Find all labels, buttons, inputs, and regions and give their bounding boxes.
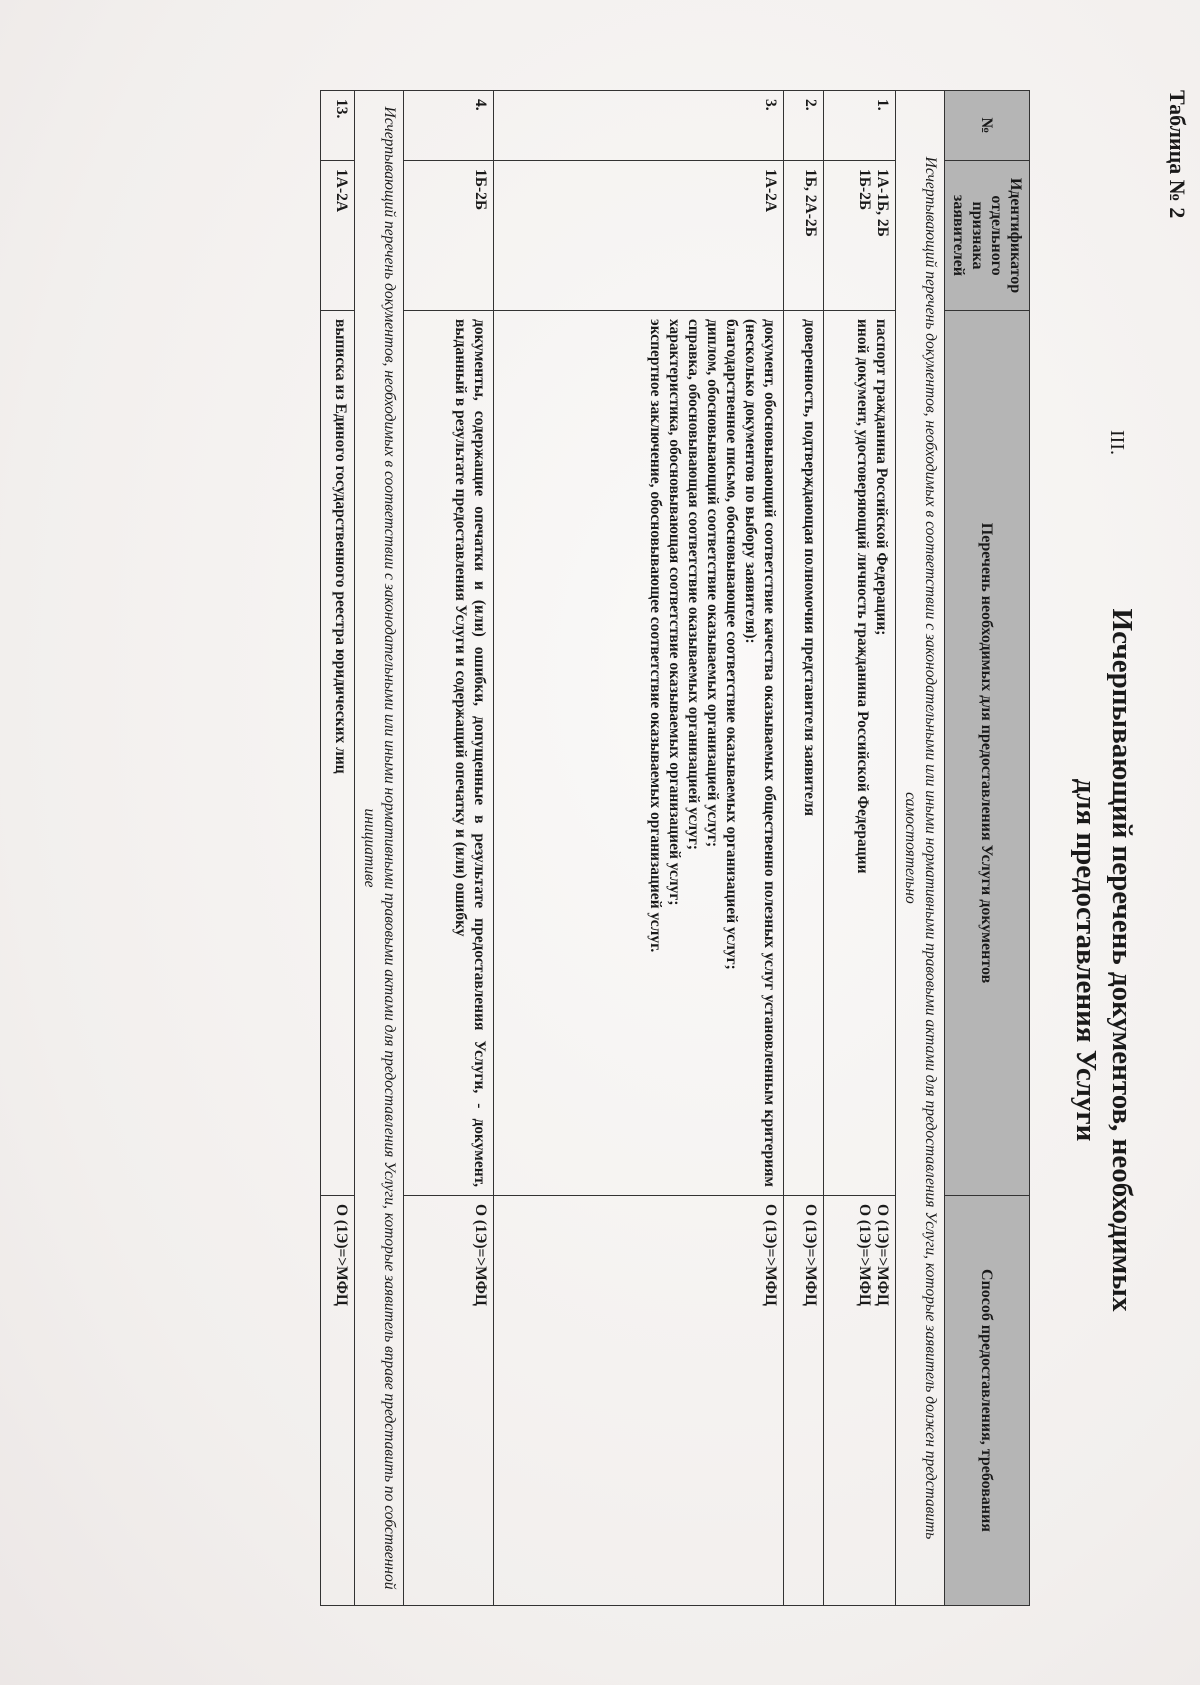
row-documents-line: характеристика, обосновывающая соответствие оказываемых организацией услуг;: [666, 319, 683, 906]
note-required: Исчерпывающий перечень документов, необходимых в соответствии с законодательными или иными нормативными правовыми актами для предоставления Услуги, которые заявитель должен представить самостоятельно: [896, 91, 945, 1606]
row-documents: [321, 311, 355, 1196]
section-title-line-2: для предоставления Услуги: [1070, 778, 1102, 1142]
row-method-line: О (1Э)=>МФЦ: [874, 1204, 891, 1306]
section-title: [1068, 410, 1140, 1510]
table-row: [404, 91, 494, 1606]
row-identifier: [824, 161, 896, 311]
row-documents: [824, 311, 896, 1196]
row-method-line: О (1Э)=>МФЦ: [333, 1204, 350, 1306]
row-documents-line: выписка из Единого государственного реестра юридических лиц: [332, 319, 349, 774]
row-documents-line: экспертное заключение, обосновывающее соответствие оказываемых организацией услуг.: [647, 319, 664, 953]
table-header-row: [945, 91, 1030, 1606]
row-number: 2.: [784, 91, 824, 161]
row-method: [404, 1196, 494, 1606]
documents-table: [320, 90, 1030, 1606]
table-row: [321, 91, 355, 1606]
section-number: III.: [1106, 430, 1128, 455]
row-method: [494, 1196, 784, 1606]
row-identifier-line: 1Б-2Б: [472, 169, 489, 211]
header-method: Способ предоставления, требования: [945, 1196, 1030, 1606]
row-documents-line: диплом, обосновывающий соответствие оказываемых организацией услуг;: [704, 319, 721, 848]
row-number: 3.: [494, 91, 784, 161]
note-required-row: [896, 91, 945, 1606]
row-identifier-line: 1А-2А: [762, 169, 779, 213]
row-method-line: О (1Э)=>МФЦ: [802, 1204, 819, 1306]
row-documents: [784, 311, 824, 1196]
header-documents: Перечень необходимых для предоставления Услуги документов: [945, 311, 1030, 1196]
row-identifier-line: 1А-2А: [333, 169, 350, 213]
header-identifier: Идентификатор отдельного признака заявителей: [945, 161, 1030, 311]
row-method-line: О (1Э)=>МФЦ: [472, 1204, 489, 1306]
note-optional: Исчерпывающий перечень документов, необходимых в соответствии с законодательными или иными нормативными правовыми актами для предоставления Услуги, которые заявитель вправе представить по собственной инициативе: [355, 91, 404, 1606]
table-caption: Таблица № 2: [1165, 90, 1190, 219]
row-documents-line: справка, обосновывающая соответствие оказываемых организацией услуг;: [685, 319, 702, 851]
row-documents-line: документы, содержащие опечатки и (или) ошибки, допущенные в результате предоставления Услуги, - документ, выданный в результате предоставления Услуги и содержащий опечатку и (или) ошибку: [452, 319, 488, 1187]
row-number: 1.: [824, 91, 896, 161]
row-documents: [404, 311, 494, 1196]
row-documents-line: иной документ, удостоверяющий личность гражданина Российской Федерации: [854, 319, 871, 874]
rotated-document: [190, 90, 1200, 1610]
row-documents-line: благодарственное письмо, обосновывающее соответствие оказываемых организацией услуг;: [723, 319, 740, 970]
table-row: [824, 91, 896, 1606]
section-title-line-1: Исчерпывающий перечень документов, необходимых: [1106, 608, 1138, 1312]
section-header: [1068, 410, 1140, 1510]
row-identifier-line: 1Б-2Б: [856, 169, 873, 211]
table-row: [494, 91, 784, 1606]
row-documents-line: документ, обосновывающий соответствие качества оказываемых общественно полезных услуг установленным критериям (несколько документов по выбору заявителя):: [742, 319, 778, 1187]
header-num: №: [945, 91, 1030, 161]
row-method: [824, 1196, 896, 1606]
row-identifier: [494, 161, 784, 311]
row-documents-line: доверенность, подтверждающая полномочия представителя заявителя: [801, 319, 818, 817]
row-identifier: [321, 161, 355, 311]
note-optional-row: [355, 91, 404, 1606]
row-method: [784, 1196, 824, 1606]
row-documents: [494, 311, 784, 1196]
row-identifier: [784, 161, 824, 311]
row-identifier: [404, 161, 494, 311]
row-method: [321, 1196, 355, 1606]
row-number: 13.: [321, 91, 355, 161]
row-identifier-line: 1Б, 2А-2Б: [802, 169, 819, 237]
row-method-line: О (1Э)=>МФЦ: [762, 1204, 779, 1306]
row-identifier-line: 1А-1Б, 2Б: [874, 169, 891, 237]
row-method-line: О (1Э)=>МФЦ: [856, 1204, 873, 1306]
table-row: [784, 91, 824, 1606]
row-documents-line: паспорт гражданина Российской Федерации;: [873, 319, 890, 636]
row-number: 4.: [404, 91, 494, 161]
